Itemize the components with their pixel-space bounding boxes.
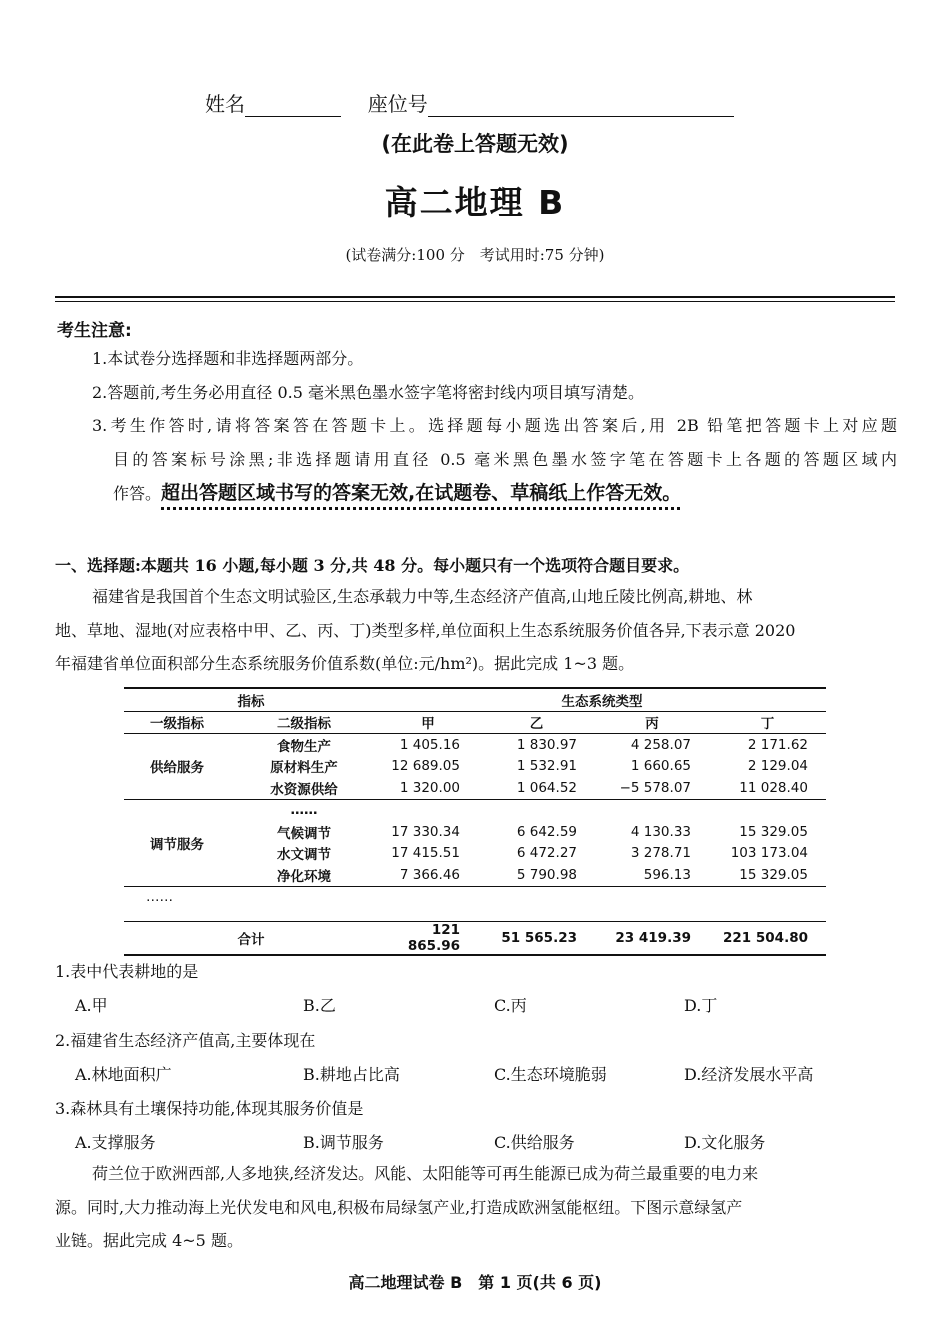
cell: 596.13: [643, 866, 691, 883]
exam-info: (试卷满分:100 分 考试用时:75 分钟): [345, 246, 605, 264]
seat-blank: [428, 96, 734, 117]
cell: [595, 799, 709, 821]
cell: 2 129.04: [747, 758, 808, 775]
cell: 1 320.00: [399, 779, 460, 796]
divider-thick: [55, 296, 895, 298]
total-label: 合计: [124, 922, 378, 956]
cell: 5 790.98: [516, 866, 577, 883]
cell: 11 028.40: [739, 779, 808, 796]
header-level1: 一级指标: [124, 711, 230, 734]
intro-line: 地、草地、湿地(对应表格中甲、乙、丙、丁)类型多样,单位面积上生态系统服务价值各异,下表示意 2020: [55, 621, 796, 640]
option-d[interactable]: D.经济发展水平高: [684, 1065, 814, 1084]
cell: 15 329.05: [739, 866, 808, 883]
cell: 17 330.34: [391, 823, 460, 840]
cell: 6 642.59: [516, 823, 577, 840]
cell: [378, 799, 478, 821]
cell: 4 258.07: [630, 736, 691, 753]
cell: 1 405.16: [399, 736, 460, 753]
option-c[interactable]: C.生态环境脆弱: [494, 1065, 607, 1084]
header-col-yi: 乙: [478, 711, 595, 734]
notes-heading: 考生注意:: [57, 321, 132, 341]
cell: 1 830.97: [516, 736, 577, 753]
row-label: 食物生产: [277, 738, 331, 755]
option-b[interactable]: B.耕地占比高: [303, 1065, 400, 1084]
note-item: 3.考生作答时,请将答案答在答题卡上。选择题每小题选出答案后,用 2B 铅笔把答题卡上对应题: [92, 416, 897, 435]
row-label: 净化环境: [277, 868, 331, 885]
total-cell: 51 565.23: [478, 922, 595, 956]
header-indicator: 指标: [124, 688, 378, 711]
table-row: [124, 799, 826, 821]
cell: 12 689.05: [391, 758, 460, 775]
total-cell: 121 865.96: [378, 922, 478, 956]
header-col-jia: 甲: [378, 711, 478, 734]
question-stem: 2.福建省生态经济产值高,主要体现在: [55, 1031, 316, 1050]
passage-line: 业链。据此完成 4~5 题。: [55, 1231, 243, 1250]
name-blank: [245, 96, 341, 117]
page-title: 高二地理 B: [384, 183, 566, 222]
total-cell: 23 419.39: [595, 922, 709, 956]
option-a[interactable]: A.支撑服务: [75, 1133, 156, 1152]
intro-line: 福建省是我国首个生态文明试验区,生态承载力中等,生态经济产值高,山地丘陵比例高,耕地、林: [92, 587, 753, 606]
page-footer: 高二地理试卷 B 第 1 页(共 6 页): [348, 1273, 602, 1292]
row-label: 原材料生产: [270, 760, 338, 777]
cell: 103 173.04: [730, 845, 808, 862]
table-row: [124, 886, 826, 908]
option-a[interactable]: A.林地面积广: [75, 1065, 172, 1084]
option-a[interactable]: A.甲: [75, 996, 108, 1015]
table-row: [124, 821, 826, 843]
table-row: [124, 864, 826, 886]
cell: [478, 799, 595, 821]
option-d[interactable]: D.丁: [684, 996, 718, 1015]
ellipsis-row: ……: [124, 886, 230, 908]
cell: 1 660.65: [630, 758, 691, 775]
cell: −5 578.07: [619, 779, 691, 796]
section-heading: 一、选择题:本题共 16 小题,每小题 3 分,共 48 分。每小题只有一个选项符合题目要求。: [55, 556, 690, 575]
header-col-bing: 丙: [595, 711, 709, 734]
row-label: 水资源供给: [270, 781, 338, 798]
question-stem: 3.森林具有土壤保持功能,体现其服务价值是: [55, 1099, 364, 1118]
seat-label: 座位号: [367, 92, 428, 116]
row-label: 水文调节: [277, 847, 331, 864]
ecosystem-value-table: [124, 687, 826, 956]
option-c[interactable]: C.丙: [494, 996, 527, 1015]
header-col-ding: 丁: [709, 711, 826, 734]
question-stem: 1.表中代表耕地的是: [55, 962, 199, 981]
cell: 15 329.05: [739, 823, 808, 840]
cell: 17 415.51: [391, 845, 460, 862]
cell: [709, 799, 826, 821]
header-level2: 二级指标: [230, 711, 378, 734]
option-c[interactable]: C.供给服务: [494, 1133, 575, 1152]
row-label: 气候调节: [277, 825, 331, 842]
header-ecosystem-type: 生态系统类型: [378, 688, 826, 711]
note-item: [113, 482, 681, 505]
note-item: 目的答案标号涂黑;非选择题请用直径 0.5 毫米黑色墨水签字笔在答题卡上各题的答题区域内: [113, 450, 897, 469]
passage-line: 荷兰位于欧洲西部,人多地狭,经济发达。风能、太阳能等可再生能源已成为荷兰最重要的电力来: [92, 1164, 759, 1183]
cell: 1 532.91: [516, 758, 577, 775]
note-text: 作答。: [113, 484, 162, 503]
cell: 3 278.71: [630, 845, 691, 862]
cell: 6 472.27: [516, 845, 577, 862]
invalid-notice: (在此卷上答题无效): [381, 132, 569, 156]
table-row: [124, 756, 826, 778]
divider-thin: [55, 301, 895, 302]
emphasized-warning: 超出答题区域书写的答案无效,在试题卷、草稿纸上作答无效。: [161, 482, 682, 504]
intro-line: 年福建省单位面积部分生态系统服务价值系数(单位:元/hm²)。据此完成 1~3 题。: [55, 654, 635, 673]
total-cell: 221 504.80: [709, 922, 826, 956]
candidate-info-line: [205, 88, 734, 117]
table-row: [124, 777, 826, 799]
row-label: ……: [230, 799, 378, 821]
note-item: 2.答题前,考生务必用直径 0.5 毫米黑色墨水签字笔将密封线内项目填写清楚。: [92, 383, 644, 402]
cell: 2 171.62: [747, 736, 808, 753]
table-row: [124, 734, 826, 756]
option-d[interactable]: D.文化服务: [684, 1133, 766, 1152]
table-row: [124, 843, 826, 865]
passage-line: 源。同时,大力推动海上光伏发电和风电,积极布局绿氢产业,打造成欧洲氢能枢纽。下图示意绿氢产: [55, 1198, 743, 1217]
total-row: [124, 922, 826, 956]
cell: 7 366.46: [399, 866, 460, 883]
name-label: 姓名: [205, 92, 245, 116]
level1-regulation: 调节服务: [124, 799, 230, 886]
note-item: 1.本试卷分选择题和非选择题两部分。: [92, 349, 364, 368]
cell: 4 130.33: [630, 823, 691, 840]
cell: 1 064.52: [516, 779, 577, 796]
level1-supply: 供给服务: [150, 760, 204, 777]
option-b[interactable]: B.乙: [303, 996, 336, 1015]
option-b[interactable]: B.调节服务: [303, 1133, 384, 1152]
